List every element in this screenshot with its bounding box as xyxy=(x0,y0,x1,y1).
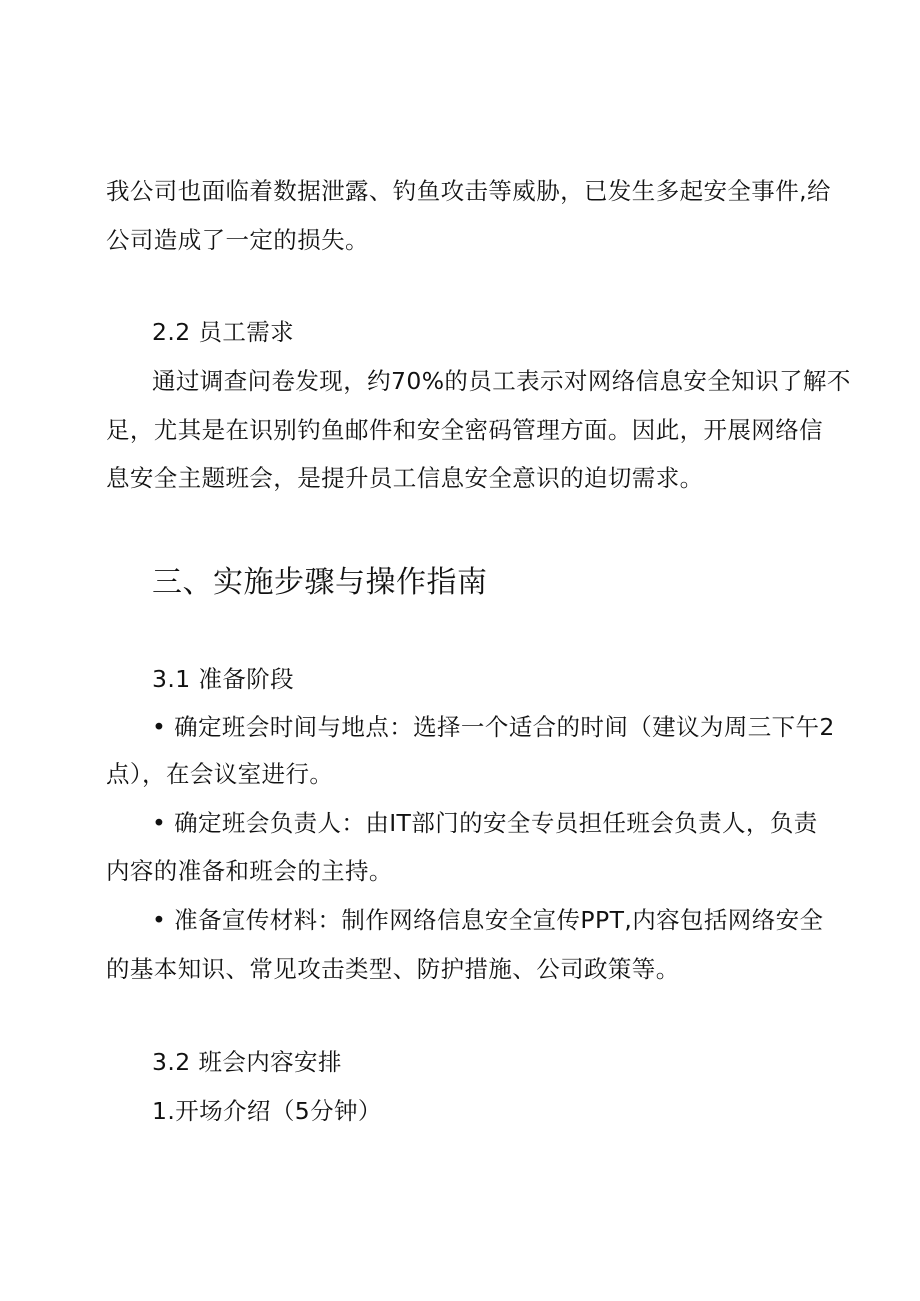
bullet-item-continued: 内容的准备和班会的主持。 xyxy=(106,857,393,885)
bullet-item-continued: 的基本知识、常见攻击类型、防护措施、公司政策等。 xyxy=(106,955,680,983)
bullet-item: • 确定班会负责人：由IT部门的安全专员担任班会负责人，负责 xyxy=(152,809,818,837)
section-title-2-2: 2.2 员工需求 xyxy=(152,318,295,346)
bullet-item: • 准备宣传材料：制作网络信息安全宣传PPT,内容包括网络安全 xyxy=(152,906,824,934)
paragraph-line: 公司造成了一定的损失。 xyxy=(106,226,369,254)
paragraph-line: 我公司也面临着数据泄露、钓鱼攻击等威胁，已发生多起安全事件,给 xyxy=(106,177,831,205)
paragraph-line: 通过调查问卷发现，约70%的员工表示对网络信息安全知识了解不 xyxy=(152,367,851,395)
bullet-item: • 确定班会时间与地点：选择一个适合的时间（建议为周三下午2 xyxy=(152,713,835,741)
list-item: 1.开场介绍（5分钟） xyxy=(152,1097,382,1125)
bullet-item-continued: 点），在会议室进行。 xyxy=(106,760,334,788)
section-title-3-1: 3.1 准备阶段 xyxy=(152,665,295,693)
section-title-3-2: 3.2 班会内容安排 xyxy=(152,1048,342,1076)
paragraph-line: 息安全主题班会，是提升员工信息安全意识的迫切需求。 xyxy=(106,464,704,492)
chapter-heading-3: 三、实施步骤与操作指南 xyxy=(152,565,488,600)
paragraph-line: 足，尤其是在识别钓鱼邮件和安全密码管理方面。因此，开展网络信 xyxy=(106,416,823,444)
